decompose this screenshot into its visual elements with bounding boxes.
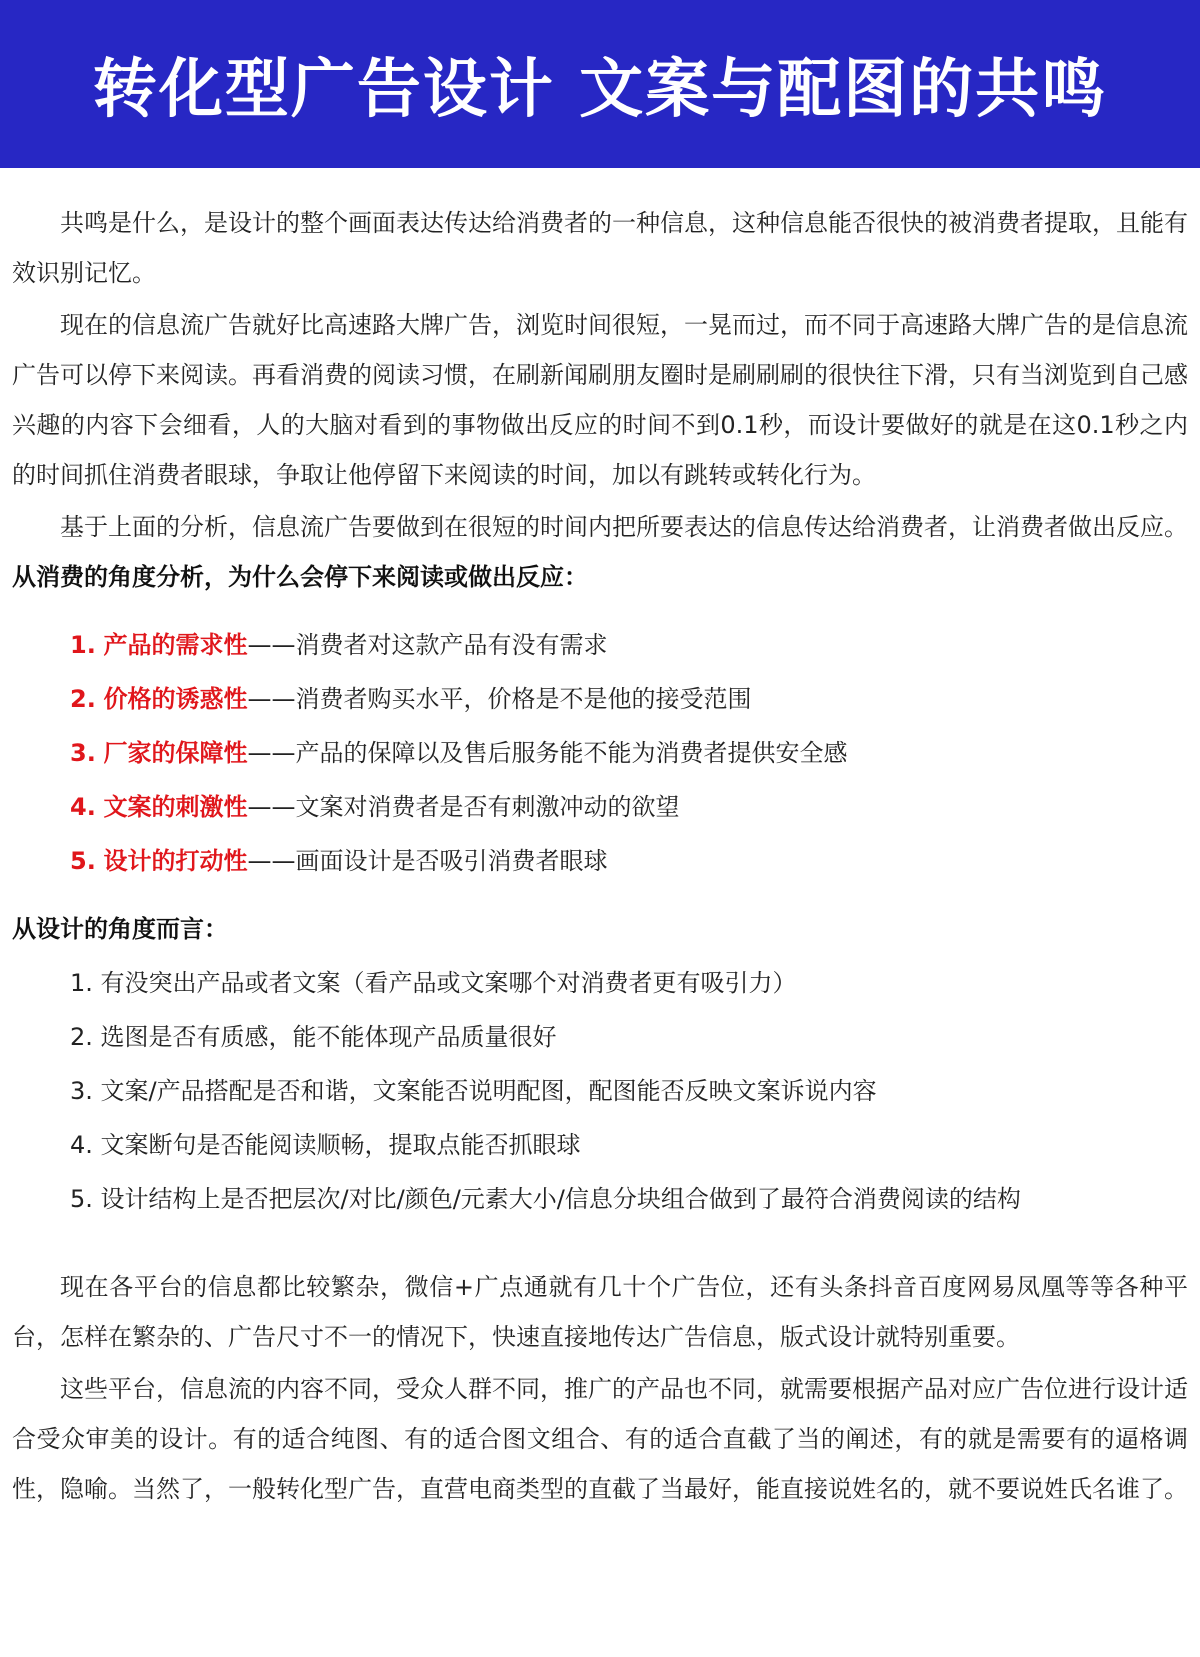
factor-desc: ——消费者购买水平，价格是不是他的接受范围 — [247, 685, 752, 713]
factor-list — [12, 618, 1188, 888]
analysis-text: 基于上面的分析，信息流广告要做到在很短的时间内把所要表达的信息传达给消费者，让消费者做出反应。 — [60, 513, 1188, 541]
factor-desc: ——画面设计是否吸引消费者眼球 — [247, 847, 608, 875]
factor-item-2 — [12, 672, 1188, 726]
closing-paragraph-1: 现在各平台的信息都比较繁杂，微信+广点通就有几十个广告位，还有头条抖音百度网易凤凰等等各种平台，怎样在繁杂的、广告尺寸不一的情况下，快速直接地传达广告信息，版式设计就特别重要。 — [12, 1273, 1188, 1351]
factor-number: 4. — [70, 793, 96, 821]
factor-desc: ——消费者对这款产品有没有需求 — [247, 631, 608, 659]
analysis-paragraph — [12, 502, 1188, 602]
design-item-3: 3. 文案/产品搭配是否和谐，文案能否说明配图，配图能否反映文案诉说内容 — [70, 1077, 877, 1105]
factor-number: 1. — [70, 631, 96, 659]
design-item-4: 4. 文案断句是否能阅读顺畅，提取点能否抓眼球 — [70, 1131, 581, 1159]
factor-item-4 — [12, 780, 1188, 834]
closing-paragraph-2: 这些平台，信息流的内容不同，受众人群不同，推广的产品也不同，就需要根据产品对应广告位进行设计适合受众审美的设计。有的适合纯图、有的适合图文组合、有的适合直截了当的阐述，有的就是需要有的逼格调性，隐喻。当然了，一般转化型广告，直营电商类型的直截了当最好，能直接说姓名的，就不要说姓氏名谁了。 — [12, 1375, 1188, 1503]
factor-item-5 — [12, 834, 1188, 888]
design-item-1: 1. 有没突出产品或者文案（看产品或文案哪个对消费者更有吸引力） — [70, 969, 797, 997]
design-item-2: 2. 选图是否有质感，能不能体现产品质量很好 — [70, 1023, 557, 1051]
factor-name: 厂家的保障性 — [103, 739, 248, 767]
factor-name: 设计的打动性 — [103, 847, 248, 875]
intro-paragraph-2: 现在的信息流广告就好比高速路大牌广告，浏览时间很短，一晃而过，而不同于高速路大牌广告的是信息流广告可以停下来阅读。再看消费的阅读习惯，在刷新闻刷朋友圈时是刷刷刷的很快往下滑，只有当浏览到自己感兴趣的内容下会细看，人的大脑对看到的事物做出反应的时间不到0.1秒，而设计要做好的就是在这0.1秒之内的时间抓住消费者眼球，争取让他停留下来阅读的时间，加以有跳转或转化行为。 — [12, 311, 1188, 489]
design-heading: 从设计的角度而言： — [12, 915, 228, 943]
factor-item-1 — [12, 618, 1188, 672]
factor-name: 价格的诱惑性 — [103, 685, 248, 713]
design-list — [12, 956, 1188, 1226]
page-title: 转化型广告设计 文案与配图的共鸣 — [92, 53, 1108, 127]
factor-number: 3. — [70, 739, 96, 767]
intro-paragraph-1: 共鸣是什么，是设计的整个画面表达传达给消费者的一种信息，这种信息能否很快的被消费者提取，且能有效识别记忆。 — [12, 209, 1188, 287]
design-item-5: 5. 设计结构上是否把层次/对比/颜色/元素大小/信息分块组合做到了最符合消费阅读的结构 — [70, 1185, 1021, 1213]
factor-number: 5. — [70, 847, 96, 875]
analysis-bold-text: 从消费的角度分析，为什么会停下来阅读或做出反应： — [12, 563, 588, 591]
factor-name: 产品的需求性 — [103, 631, 248, 659]
factor-desc: ——文案对消费者是否有刺激冲动的欲望 — [247, 793, 680, 821]
factor-name: 文案的刺激性 — [103, 793, 248, 821]
factor-number: 2. — [70, 685, 96, 713]
article-body — [0, 168, 1200, 1514]
title-banner — [0, 0, 1200, 168]
factor-desc: ——产品的保障以及售后服务能不能为消费者提供安全感 — [247, 739, 848, 767]
factor-item-3 — [12, 726, 1188, 780]
